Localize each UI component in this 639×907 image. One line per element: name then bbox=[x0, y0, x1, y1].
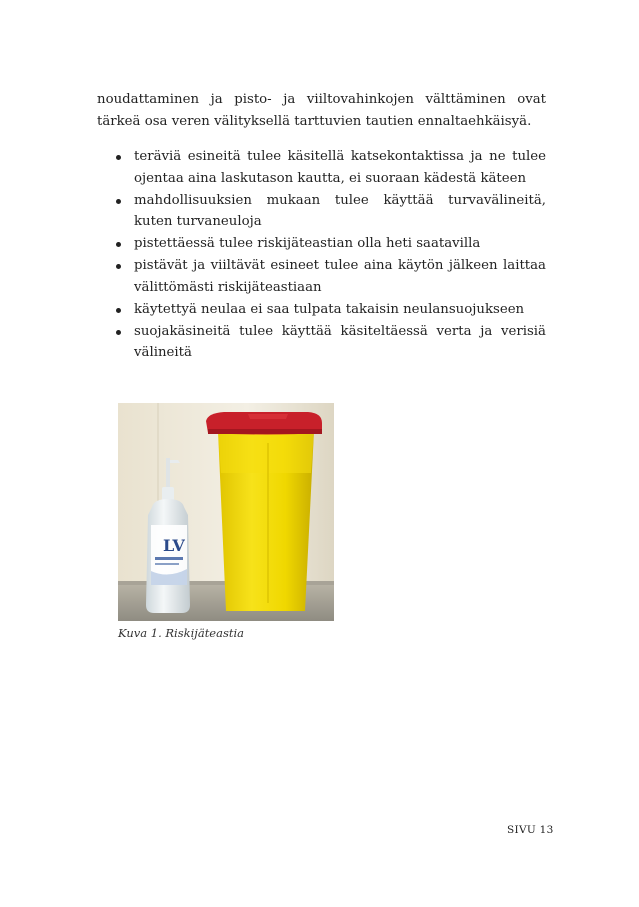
bullet-icon bbox=[116, 155, 121, 160]
list-item-text: mahdollisuuksien mukaan tulee käyttää turvavälineitä, kuten turvaneuloja bbox=[134, 192, 546, 229]
list-item bbox=[97, 233, 546, 255]
list-item bbox=[97, 299, 546, 321]
bullet-icon bbox=[116, 242, 121, 247]
list-item-text: pistävät ja viiltävät esineet tulee aina käytön jälkeen laittaa välittömästi riskijäteastiaan bbox=[134, 258, 546, 295]
bullet-icon bbox=[116, 330, 121, 335]
list-item bbox=[97, 255, 546, 298]
figure-caption: Kuva 1. Riskijäteastia bbox=[118, 626, 245, 640]
figure-photo bbox=[118, 403, 334, 621]
list-item-text: teräviä esineitä tulee käsitellä katsekontaktissa ja ne tulee ojentaa aina laskutason kautta, ei suoraan kädestä käteen bbox=[134, 149, 546, 186]
page-number: SIVU 13 bbox=[507, 824, 554, 836]
list-item bbox=[97, 146, 546, 189]
list-item-text: käytettyä neulaa ei saa tulpata takaisin neulansuojukseen bbox=[134, 301, 525, 317]
bullet-icon bbox=[116, 199, 121, 204]
intro-paragraph: noudattaminen ja pisto- ja viiltovahinkojen välttäminen ovat tärkeä osa veren välityksellä tarttuvien tautien ennaltaehkäisyä. bbox=[97, 92, 546, 129]
sharps-container-photo bbox=[118, 403, 334, 621]
list-item bbox=[97, 321, 546, 364]
bullet-icon bbox=[116, 264, 121, 269]
guideline-list bbox=[97, 146, 546, 364]
bottle-logo: LV bbox=[163, 536, 185, 555]
bullet-icon bbox=[116, 308, 121, 313]
list-item bbox=[97, 190, 546, 233]
list-item-text: suojakäsineitä tulee käyttää käsiteltäessä verta ja verisiä välineitä bbox=[134, 323, 546, 360]
list-item-text: pistettäessä tulee riskijäteastian olla heti saatavilla bbox=[134, 236, 481, 251]
